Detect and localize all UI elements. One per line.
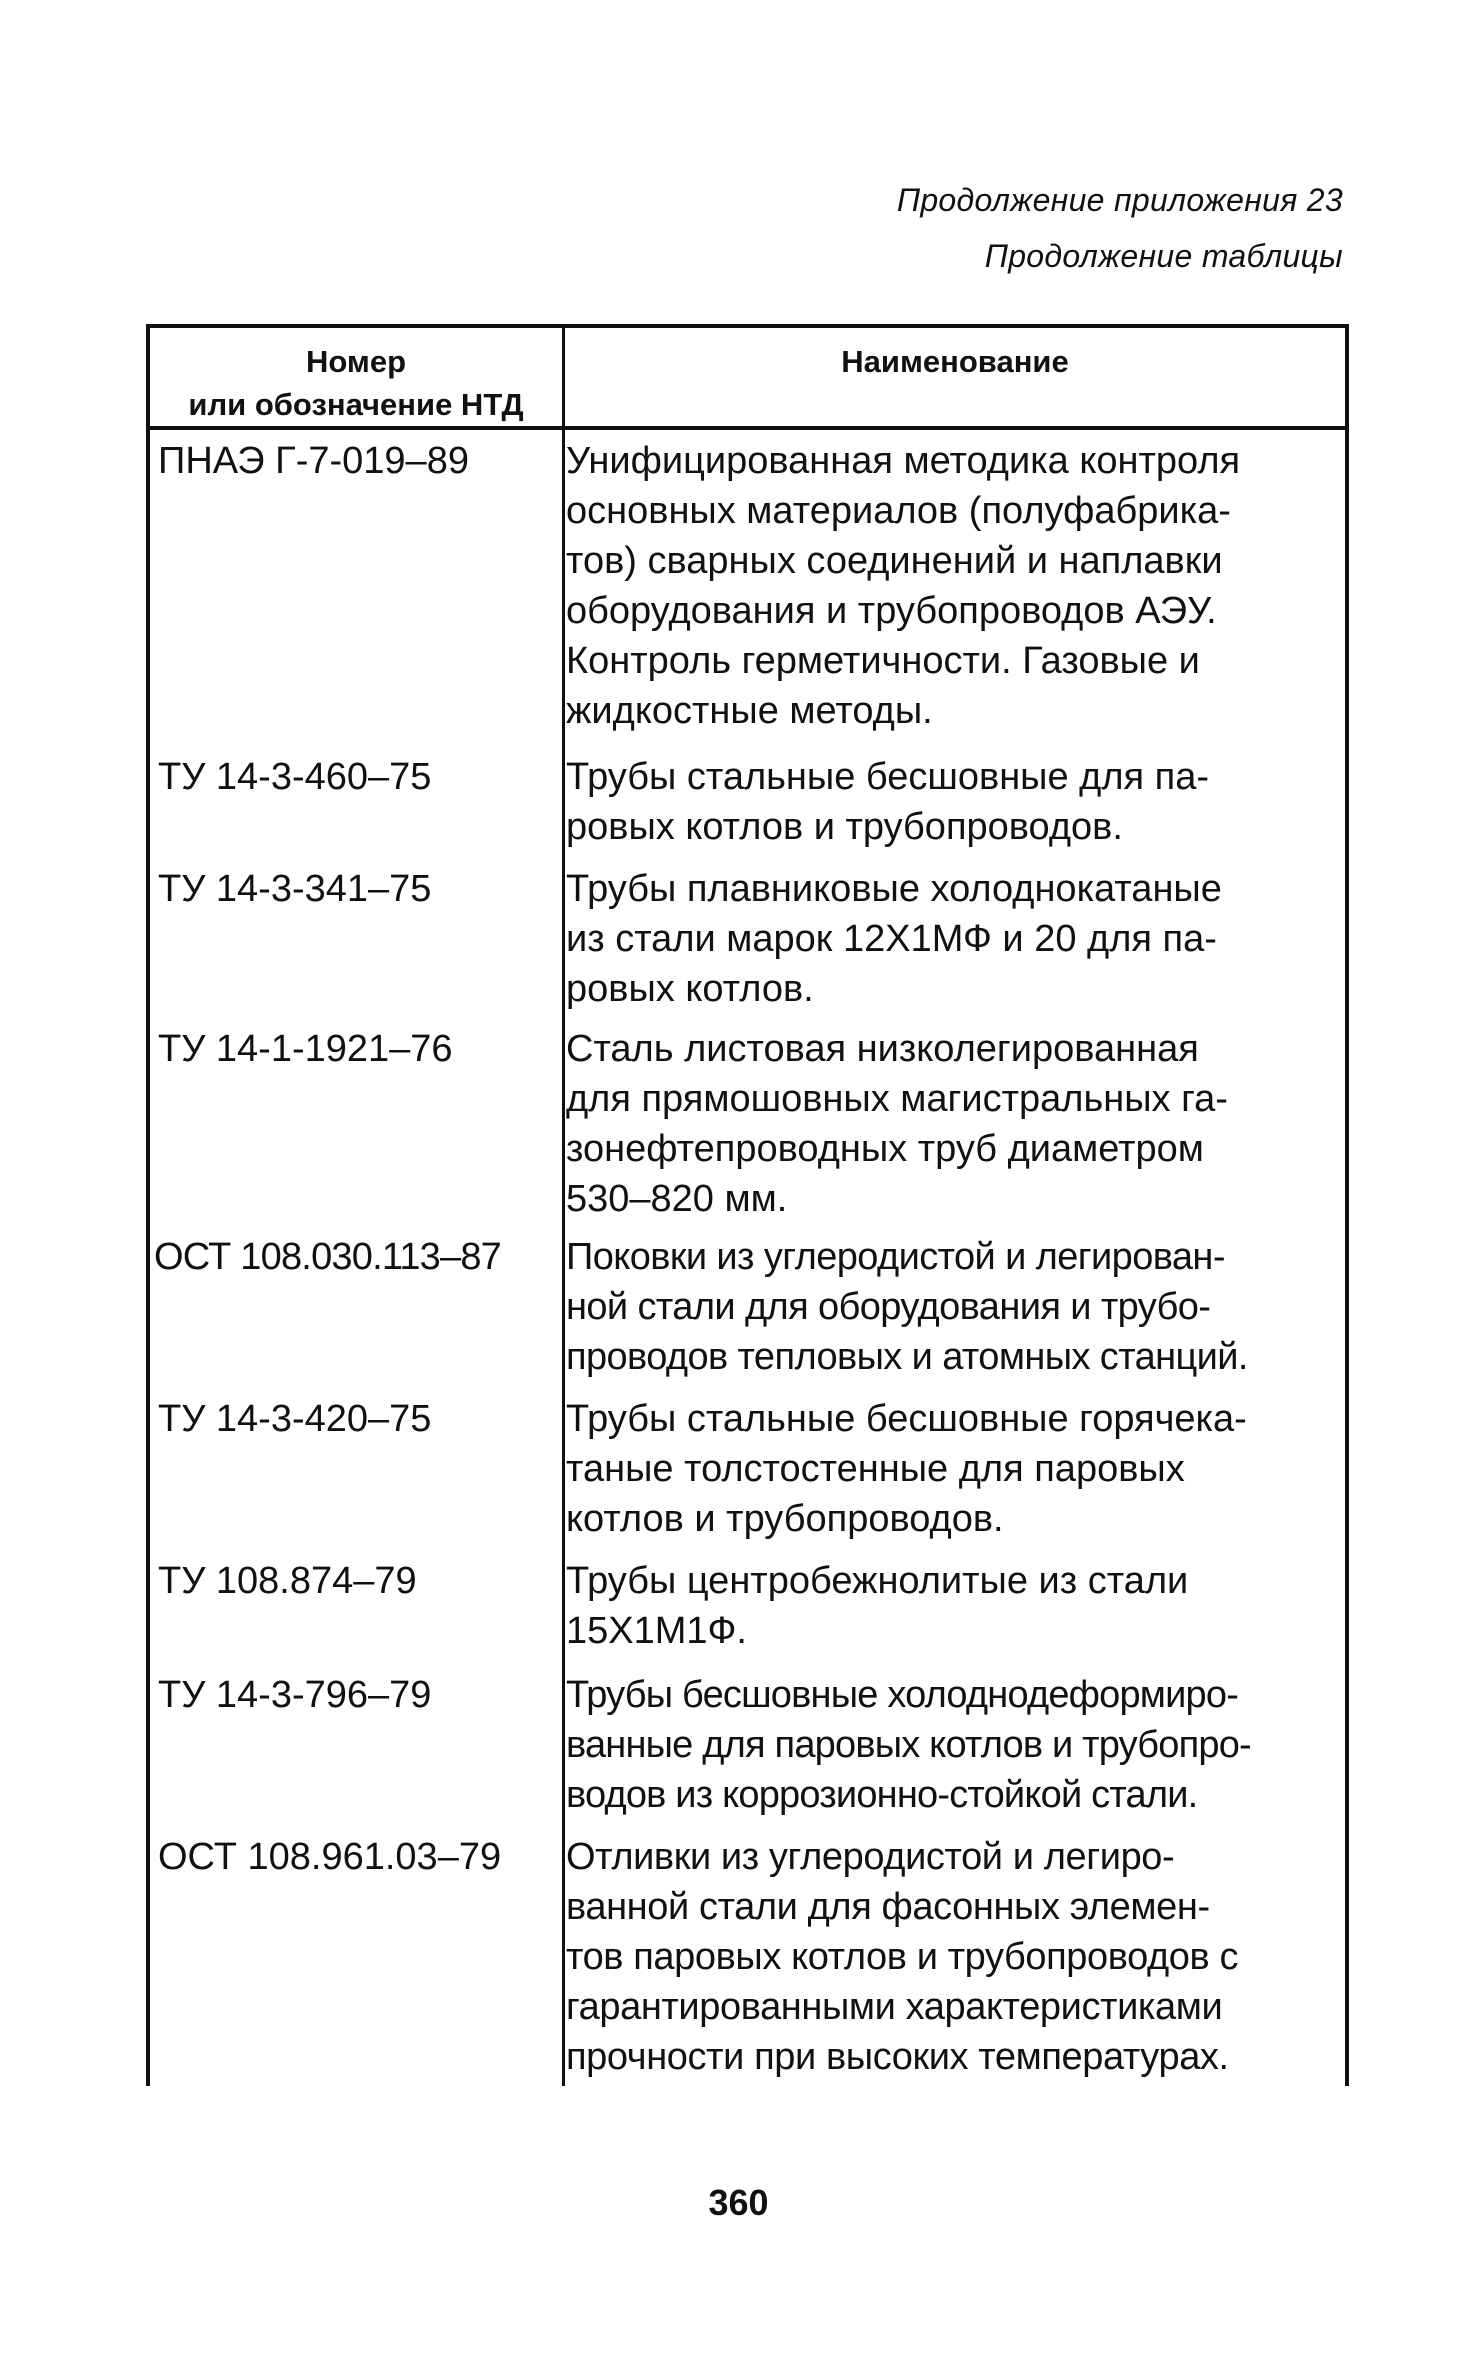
row-code: ОСТ 108.030.113–87 bbox=[154, 1236, 502, 1278]
running-head-table: Продолжение таблицы bbox=[984, 238, 1343, 274]
row-code: ПНАЭ Г-7-019–89 bbox=[158, 440, 469, 482]
row-name: Трубы стальные бесшовные горячека- таные толстостенные для паровых котлов и трубопроводов. bbox=[566, 1398, 1247, 1540]
row-name: Сталь листовая низколегированная для прямошовных магистральных га- зонефтепроводных труб диаметром 530–820 мм. bbox=[566, 1028, 1228, 1220]
table-top-border bbox=[146, 324, 1349, 328]
row-name: Трубы стальные бесшовные для па- ровых котлов и трубопроводов. bbox=[566, 756, 1210, 848]
row-code: ТУ 14-3-796–79 bbox=[158, 1674, 432, 1716]
row-name: Трубы плавниковые холоднокатаные из стали марок 12Х1МФ и 20 для па- ровых котлов. bbox=[566, 868, 1222, 1010]
row-name: Поковки из углеродистой и легирован- ной стали для оборудования и трубо- проводов тепловых и атомных станций. bbox=[566, 1236, 1248, 1378]
running-head-appendix: Продолжение приложения 23 bbox=[896, 182, 1343, 218]
row-name: Трубы центробежнолитые из стали 15Х1М1Ф. bbox=[566, 1560, 1189, 1652]
table-header-rule bbox=[146, 426, 1349, 430]
row-code: ТУ 14-1-1921–76 bbox=[158, 1028, 453, 1070]
row-code: ТУ 14-3-341–75 bbox=[158, 868, 432, 910]
row-name: Унифицированная методика контроля основных материалов (полуфабрика- тов) сварных соединений и наплавки оборудования и трубопроводов АЭУ. Контроль герметичности. Газовые и жидкостные методы. bbox=[566, 440, 1241, 732]
header-code-line2: или обозначение НТД bbox=[188, 387, 524, 422]
table-left-border bbox=[146, 324, 150, 2086]
row-name: Отливки из углеродистой и легиро- ванной стали для фасонных элемен- тов паровых котлов и трубопроводов с гарантированными характеристиками прочности при высоких температурах. bbox=[566, 1836, 1239, 2078]
row-name: Трубы бесшовные холоднодеформиро- ванные для паровых котлов и трубопро- водов из коррозионно-стойкой стали. bbox=[566, 1674, 1251, 1816]
row-code: ТУ 14-3-460–75 bbox=[158, 756, 432, 798]
page-number: 360 bbox=[708, 2182, 769, 2223]
row-code: ОСТ 108.961.03–79 bbox=[158, 1836, 502, 1878]
table-column-divider bbox=[562, 324, 565, 2086]
header-code-column bbox=[150, 340, 562, 426]
standards-table bbox=[146, 324, 1349, 2086]
header-code-line1: Номер bbox=[305, 344, 407, 379]
header-name-column: Наименование bbox=[841, 344, 1069, 379]
row-code: ТУ 108.874–79 bbox=[158, 1560, 417, 1602]
row-code: ТУ 14-3-420–75 bbox=[158, 1398, 432, 1440]
